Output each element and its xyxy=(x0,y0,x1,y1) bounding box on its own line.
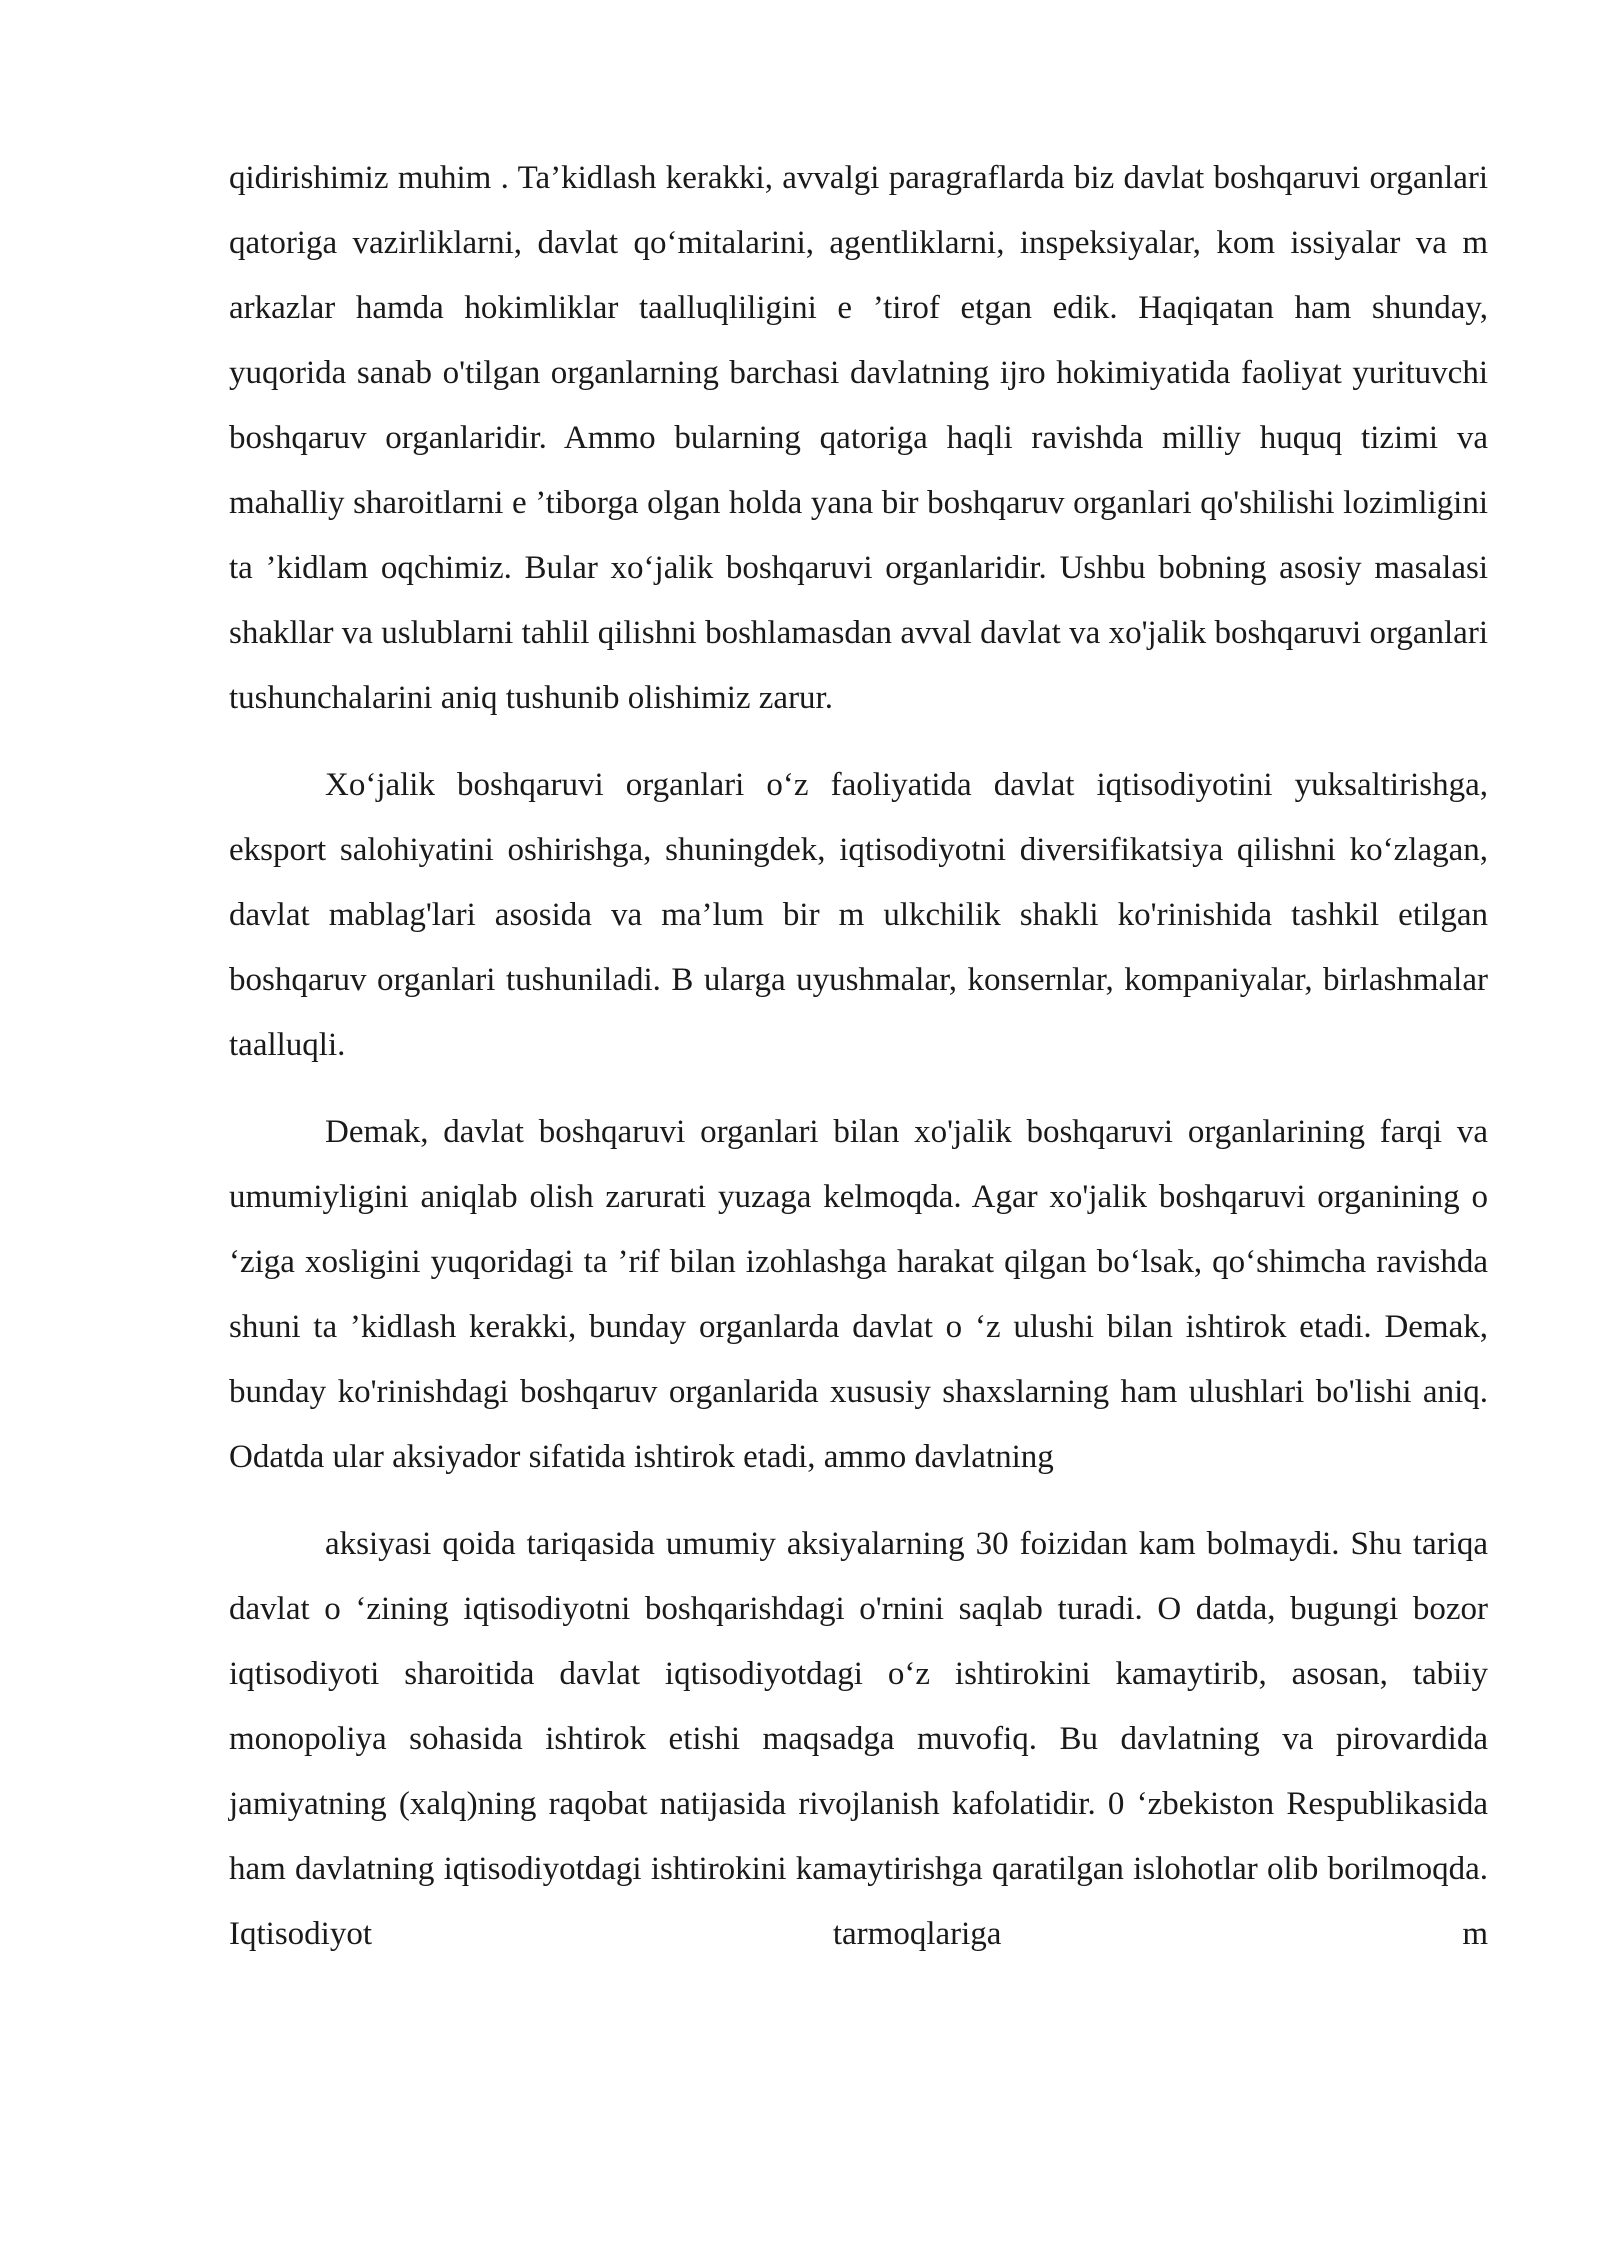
paragraph-2: Xo‘jalik boshqaruvi organlari o‘z faoliyatida davlat iqtisodiyotini yuksaltirishga, eksport salohiyatini oshirishga, shuningdek, iqtisodiyotni diversifikatsiya qilishni ko‘zlagan, davlat mablag'lari asosida va ma’lum bir m ulkchilik shakli ko'rinishida tashkil etilgan boshqaruv organlari tushuniladi. B ularga uyushmalar, konsernlar, kompaniyalar, birlashmalar taalluqli. xyxy=(229,767,1488,1063)
document-body xyxy=(229,146,1488,1989)
paragraph-4: aksiyasi qoida tariqasida umumiy aksiyalarning 30 foizidan kam bolmaydi. Shu tariqa davlat o ‘zining iqtisodiyotni boshqarishdagi o'rnini saqlab turadi. O datda, bugungi bozor iqtisodiyoti sharoitida davlat iqtisodiyotdagi o‘z ishtirokini kamaytirib, asosan, tabiiy monopoliya sohasida ishtirok etishi maqsadga muvofiq. Bu davlatning va pirovardida jamiyatning (xalq)ning raqobat natijasida rivojlanish kafolatidir. 0 ‘zbekiston Respublikasida ham davlatning iqtisodiyotdagi ishtirokini kamaytirishga qaratilgan islohotlar olib borilmoqda. Iqtisodiyot tarmoqlariga m xyxy=(229,1526,1488,1952)
paragraph-3: Demak, davlat boshqaruvi organlari bilan xo'jalik boshqaruvi organlarining farqi va umumiyligini aniqlab olish zarurati yuzaga kelmoqda. Agar xo'jalik boshqaruvi organining o ‘ziga xosligini yuqoridagi ta ’rif bilan izohlashga harakat qilgan bo‘lsak, qo‘shimcha ravishda shuni ta ’kidlash kerakki, bunday organlarda davlat o ‘z ulushi bilan ishtirok etadi. Demak, bunday ko'rinishdagi boshqaruv organlarida xususiy shaxslarning ham ulushlari bo'lishi aniq. Odatda ular aksiyador sifatida ishtirok etadi, ammo davlatning xyxy=(229,1114,1488,1475)
paragraph-1: qidirishimiz muhim . Ta’kidlash kerakki, avvalgi paragraflarda biz davlat boshqaruvi organlari qatoriga vazirliklarni, davlat qo‘mitalarini, agentliklarni, inspeksiyalar, kom issiyalar va m arkazlar hamda hokimliklar taalluqliligini e ’tirof etgan edik. Haqiqatan ham shunday, yuqorida sanab o'tilgan organlarning barchasi davlatning ijro hokimiyatida faoliyat yurituvchi boshqaruv organlaridir. Ammo bularning qatoriga haqli ravishda milliy huquq tizimi va mahalliy sharoitlarni e ’tiborga olgan holda yana bir boshqaruv organlari qo'shilishi lozimligini ta ’kidlam oqchimiz. Bular xo‘jalik boshqaruvi organlaridir. Ushbu bobning asosiy masalasi shakllar va uslublarni tahlil qilishni boshlamasdan avval davlat va xo'jalik boshqaruvi organlari tushunchalarini aniq tushunib olishimiz zarur. xyxy=(229,160,1488,716)
